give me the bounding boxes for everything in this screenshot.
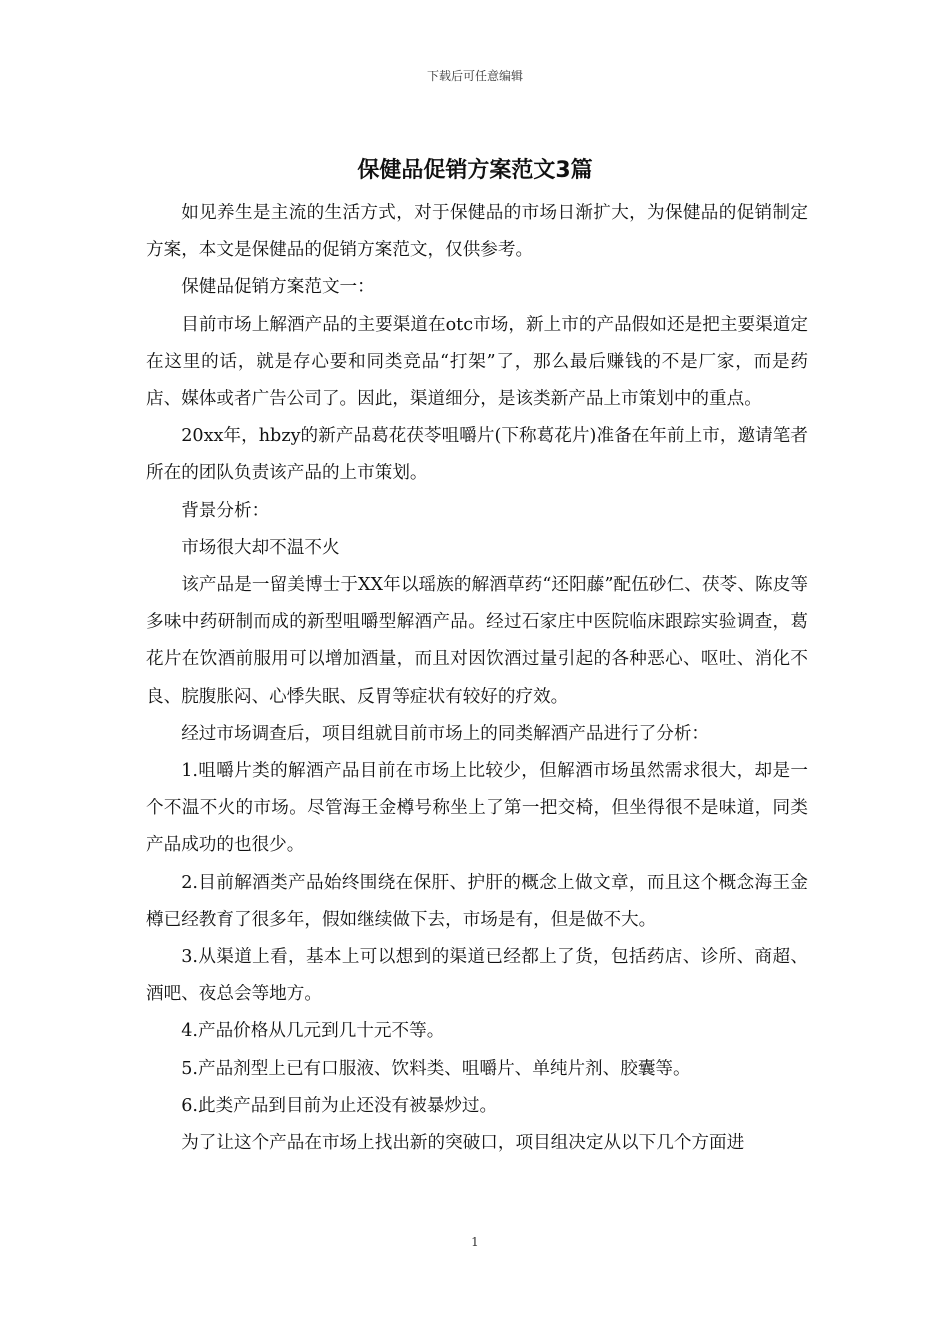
- paragraph-subheading: 市场很大却不温不火: [181, 537, 340, 558]
- document-title: 保健品促销方案范文3篇: [357, 158, 593, 183]
- paragraph: 为了让这个产品在市场上找出新的突破口，项目组决定从以下几个方面进: [181, 1133, 745, 1154]
- list-item: 6.此类产品到目前为止还没有被暴炒过。: [181, 1095, 498, 1116]
- paragraph-subheading: 背景分析：: [181, 500, 270, 521]
- page-header: 下载后可任意编辑: [426, 69, 523, 83]
- paragraph: 20xx年，hbzy的新产品葛花茯苓咀嚼片(下称葛花片)准备在年前上市，邀请笔者所在的团队负责该产品的上市策划。: [146, 426, 808, 484]
- list-item: 1.咀嚼片类的解酒产品目前在市场上比较少，但解酒市场虽然需求很大，却是一个不温不火的市场。尽管海王金樽号称坐上了第一把交椅，但坐得很不是味道，同类产品成功的也很少。: [146, 761, 808, 856]
- document-body: [146, 195, 808, 1162]
- list-item: 4.产品价格从几元到几十元不等。: [181, 1021, 445, 1042]
- paragraph: 目前市场上解酒产品的主要渠道在otc市场，新上市的产品假如还是把主要渠道定在这里的话，就是存心要和同类竞品“打架”了，那么最后赚钱的不是厂家，而是药店、媒体或者广告公司了。因此，渠道细分，是该类新产品上市策划中的重点。: [146, 314, 808, 410]
- paragraph-section-heading: 保健品促销方案范文一：: [181, 277, 375, 298]
- paragraph: 该产品是一留美博士于XX年以瑶族的解酒草药“还阳藤”配伍砂仁、茯苓、陈皮等多味中药研制而成的新型咀嚼型解酒产品。经过石家庄中医院临床跟踪实验调查，葛花片在饮酒前服用可以增加酒量，而且对因饮酒过量引起的各种恶心、呕吐、消化不良、脘腹胀闷、心悸失眠、反胃等症状有较好的疗效。: [146, 575, 808, 707]
- paragraph-intro: 如见养生是主流的生活方式，对于保健品的市场日渐扩大，为保健品的促销制定方案，本文是保健品的促销方案范文，仅供参考。: [146, 203, 808, 261]
- list-item: 3.从渠道上看，基本上可以想到的渠道已经都上了货，包括药店、诊所、商超、酒吧、夜总会等地方。: [146, 947, 808, 1005]
- page-number: 1: [471, 1235, 479, 1249]
- list-item: 2.目前解酒类产品始终围绕在保肝、护肝的概念上做文章，而且这个概念海王金樽已经教育了很多年，假如继续做下去，市场是有，但是做不大。: [146, 872, 808, 930]
- list-item: 5.产品剂型上已有口服液、饮料类、咀嚼片、单纯片剂、胶囊等。: [181, 1058, 691, 1079]
- paragraph: 经过市场调查后，项目组就目前市场上的同类解酒产品进行了分析：: [181, 723, 710, 744]
